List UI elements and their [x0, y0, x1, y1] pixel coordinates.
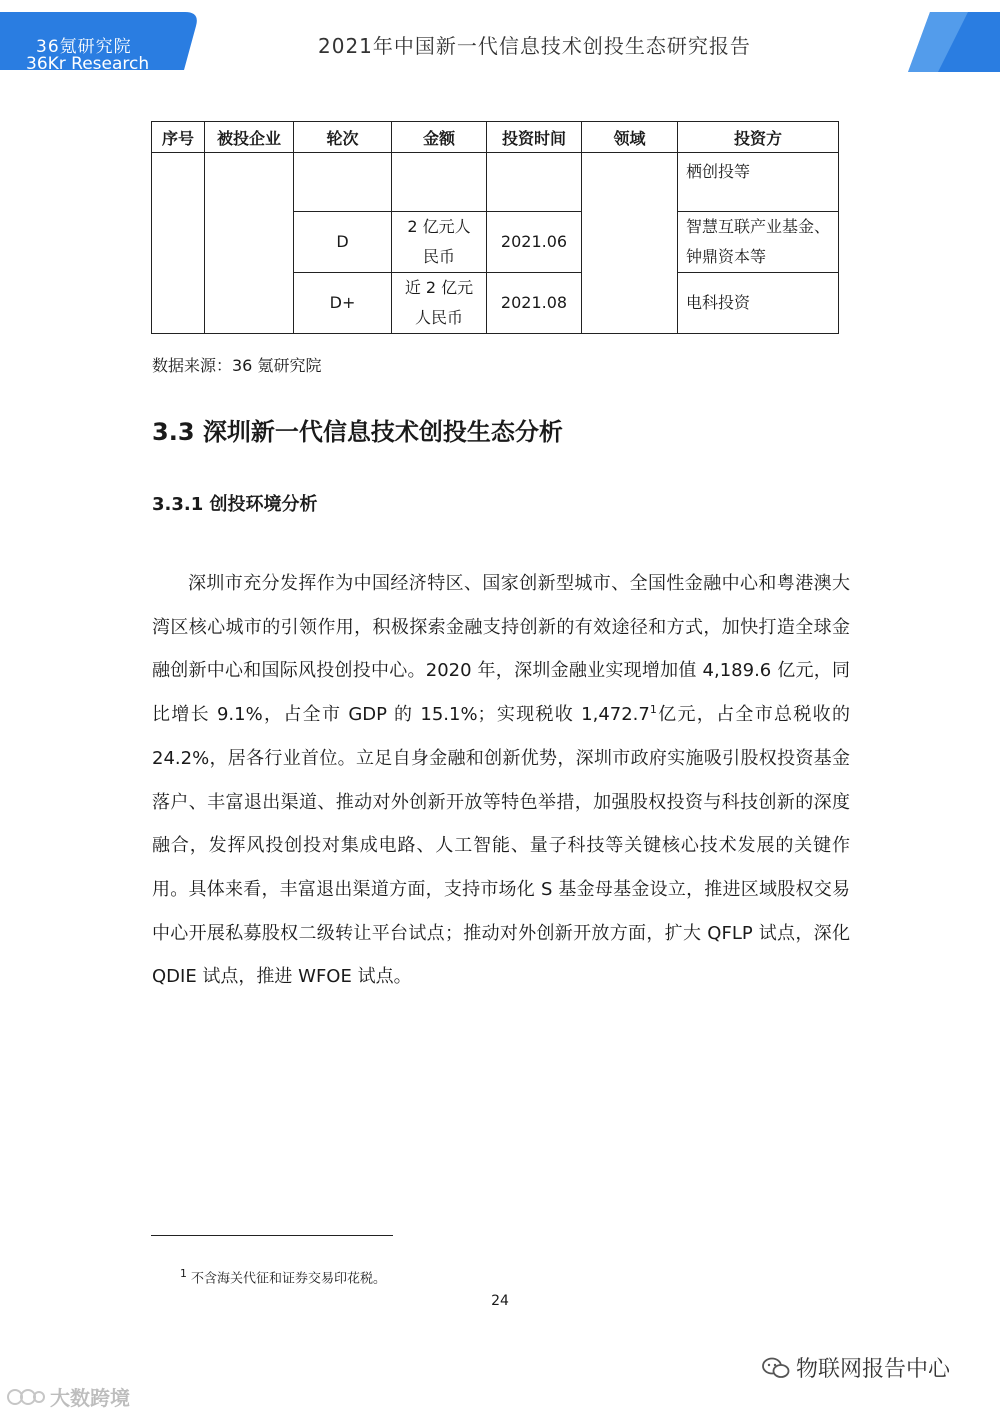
watermark-logo-icon: [6, 1386, 46, 1408]
table-header-cell: 被投企业: [205, 122, 294, 153]
table-cell-round: [294, 153, 392, 212]
table-cell-amount: 2 亿元人民币: [392, 212, 487, 273]
watermark-left-text: 大数跨境: [50, 1386, 130, 1410]
watermark-right: [762, 1352, 950, 1383]
table-cell-company: [205, 153, 294, 334]
subsection-title: 3.3.1 创投环境分析: [152, 494, 318, 515]
body-paragraph: [152, 562, 850, 999]
investment-table: [151, 121, 839, 334]
table-header-cell: 金额: [392, 122, 487, 153]
table-cell-round: D+: [294, 273, 392, 334]
table-cell-time: 2021.06: [487, 212, 582, 273]
footnote-ref[interactable]: 1: [649, 703, 657, 717]
table-header-cell: 序号: [152, 122, 205, 153]
table-cell-investor: 电科投资: [678, 273, 839, 334]
table-cell-time: 2021.08: [487, 273, 582, 334]
paragraph-text-part1: 深圳市充分发挥作为中国经济特区、国家创新型城市、全国性金融中心和粤港澳大湾区核心城市的引领作用，积极探索金融支持创新的有效途径和方式，加快打造全球金融创新中心和国际风投创投中心。2020 年，深圳金融业实现增加值 4,189.6 亿元，同比增长 9.1%，占全市 GDP 的 15.1%；实现税收 1,472.7: [152, 573, 850, 726]
footnote-divider: [151, 1235, 393, 1236]
data-source-note: 数据来源：36 氪研究院: [152, 356, 322, 375]
report-title: 2021年中国新一代信息技术创投生态研究报告: [318, 34, 751, 58]
wechat-icon: [762, 1356, 790, 1380]
watermark-left: [6, 1382, 130, 1411]
paragraph-text-part2: 亿元，占全市总税收的 24.2%，居各行业首位。立足自身金融和创新优势，深圳市政府实施吸引股权投资基金落户、丰富退出渠道、推动对外创新开放等特色举措，加强股权投资与科技创新的深度融合，发挥风投创投对集成电路、人工智能、量子科技等关键核心技术发展的关键作用。具体来看，丰富退出渠道方面，支持市场化 S 基金母基金设立，推进区域股权交易中心开展私募股权二级转让平台试点；推动对外创新开放方面，扩大 QFLP 试点，深化 QDIE 试点，推进 WFOE 试点。: [152, 704, 850, 988]
table-header-cell: 投资方: [678, 122, 839, 153]
table-cell-investor: 智慧互联产业基金、钟鼎资本等: [678, 212, 839, 273]
footnote-number: 1: [180, 1267, 187, 1280]
table-header-cell: 轮次: [294, 122, 392, 153]
table-cell-amount: 近 2 亿元人民币: [392, 273, 487, 334]
table-cell-field: [582, 153, 678, 334]
table-header-cell: 领域: [582, 122, 678, 153]
table-cell-investor: 栖创投等: [678, 153, 839, 212]
watermark-right-text: 物联网报告中心: [796, 1357, 951, 1382]
table-cell-time: [487, 153, 582, 212]
header-decoration-icon: [908, 12, 1000, 72]
footnote-text: 不含海关代征和证券交易印花税。: [191, 1271, 387, 1287]
table-cell-index: [152, 153, 205, 334]
page-number: 24: [491, 1293, 509, 1309]
table-cell-round: D: [294, 212, 392, 273]
footnote: [180, 1267, 386, 1286]
brand-name-cn: 36氪研究院: [36, 37, 132, 57]
table-header-cell: 投资时间: [487, 122, 582, 153]
section-title: 3.3 深圳新一代信息技术创投生态分析: [152, 418, 563, 446]
brand-name-en: 36Kr Research: [26, 54, 150, 74]
brand-badge: [0, 12, 200, 74]
page-header: [0, 0, 1000, 75]
table-header-row: [152, 122, 839, 153]
table-cell-amount: [392, 153, 487, 212]
table-row: [152, 153, 839, 212]
